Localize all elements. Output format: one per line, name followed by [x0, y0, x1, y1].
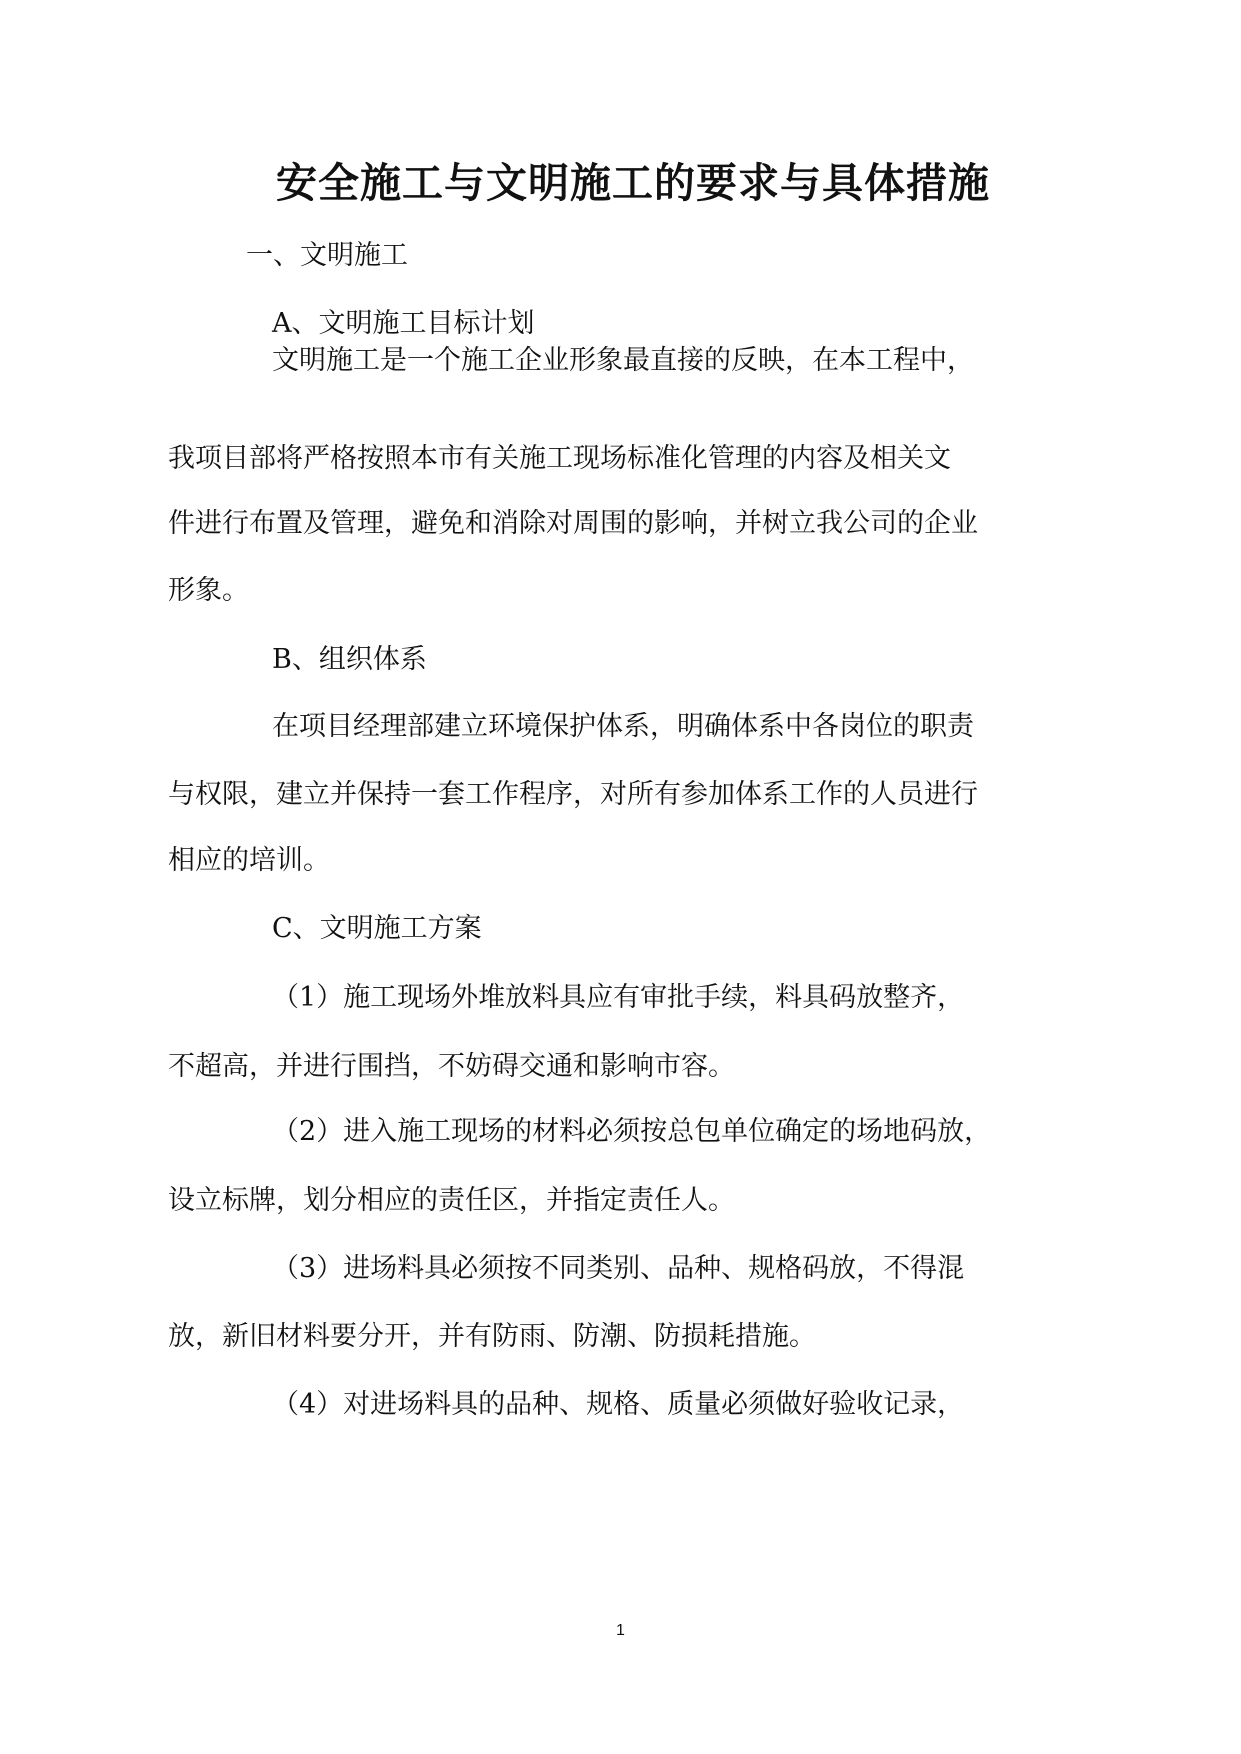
- section-heading: 一、文明施工: [246, 240, 408, 271]
- paragraph-line: （4）对进场料具的品种、规格、质量必须做好验收记录，: [272, 1389, 965, 1420]
- page-number: 1: [616, 1622, 625, 1639]
- paragraph-line: 在项目经理部建立环境保护体系，明确体系中各岗位的职责: [272, 711, 974, 742]
- section-heading: A、文明施工目标计划: [272, 308, 535, 339]
- paragraph-line: 形象。: [168, 575, 249, 606]
- paragraph-line: （2）进入施工现场的材料必须按总包单位确定的场地码放，: [272, 1116, 992, 1147]
- paragraph-line: 我项目部将严格按照本市有关施工现场标准化管理的内容及相关文: [168, 443, 951, 474]
- paragraph-line: 与权限，建立并保持一套工作程序，对所有参加体系工作的人员进行: [168, 779, 978, 810]
- paragraph-line: （1）施工现场外堆放料具应有审批手续，料具码放整齐，: [272, 982, 965, 1013]
- paragraph-line: 相应的培训。: [168, 845, 330, 876]
- paragraph-line: 设立标牌，划分相应的责任区，并指定责任人。: [168, 1185, 735, 1216]
- paragraph-line: 件进行布置及管理，避免和消除对周围的影响，并树立我公司的企业: [168, 508, 978, 539]
- document-title: 安全施工与文明施工的要求与具体措施: [276, 159, 990, 207]
- paragraph-line: 不超高，并进行围挡，不妨碍交通和影响市容。: [168, 1051, 735, 1082]
- paragraph-line: 文明施工是一个施工企业形象最直接的反映，在本工程中，: [272, 345, 974, 376]
- paragraph-line: （3）进场料具必须按不同类别、品种、规格码放，不得混: [272, 1253, 965, 1284]
- section-heading: B、组织体系: [272, 644, 427, 675]
- section-heading: C、文明施工方案: [272, 913, 482, 944]
- paragraph-line: 放，新旧材料要分开，并有防雨、防潮、防损耗措施。: [168, 1321, 816, 1352]
